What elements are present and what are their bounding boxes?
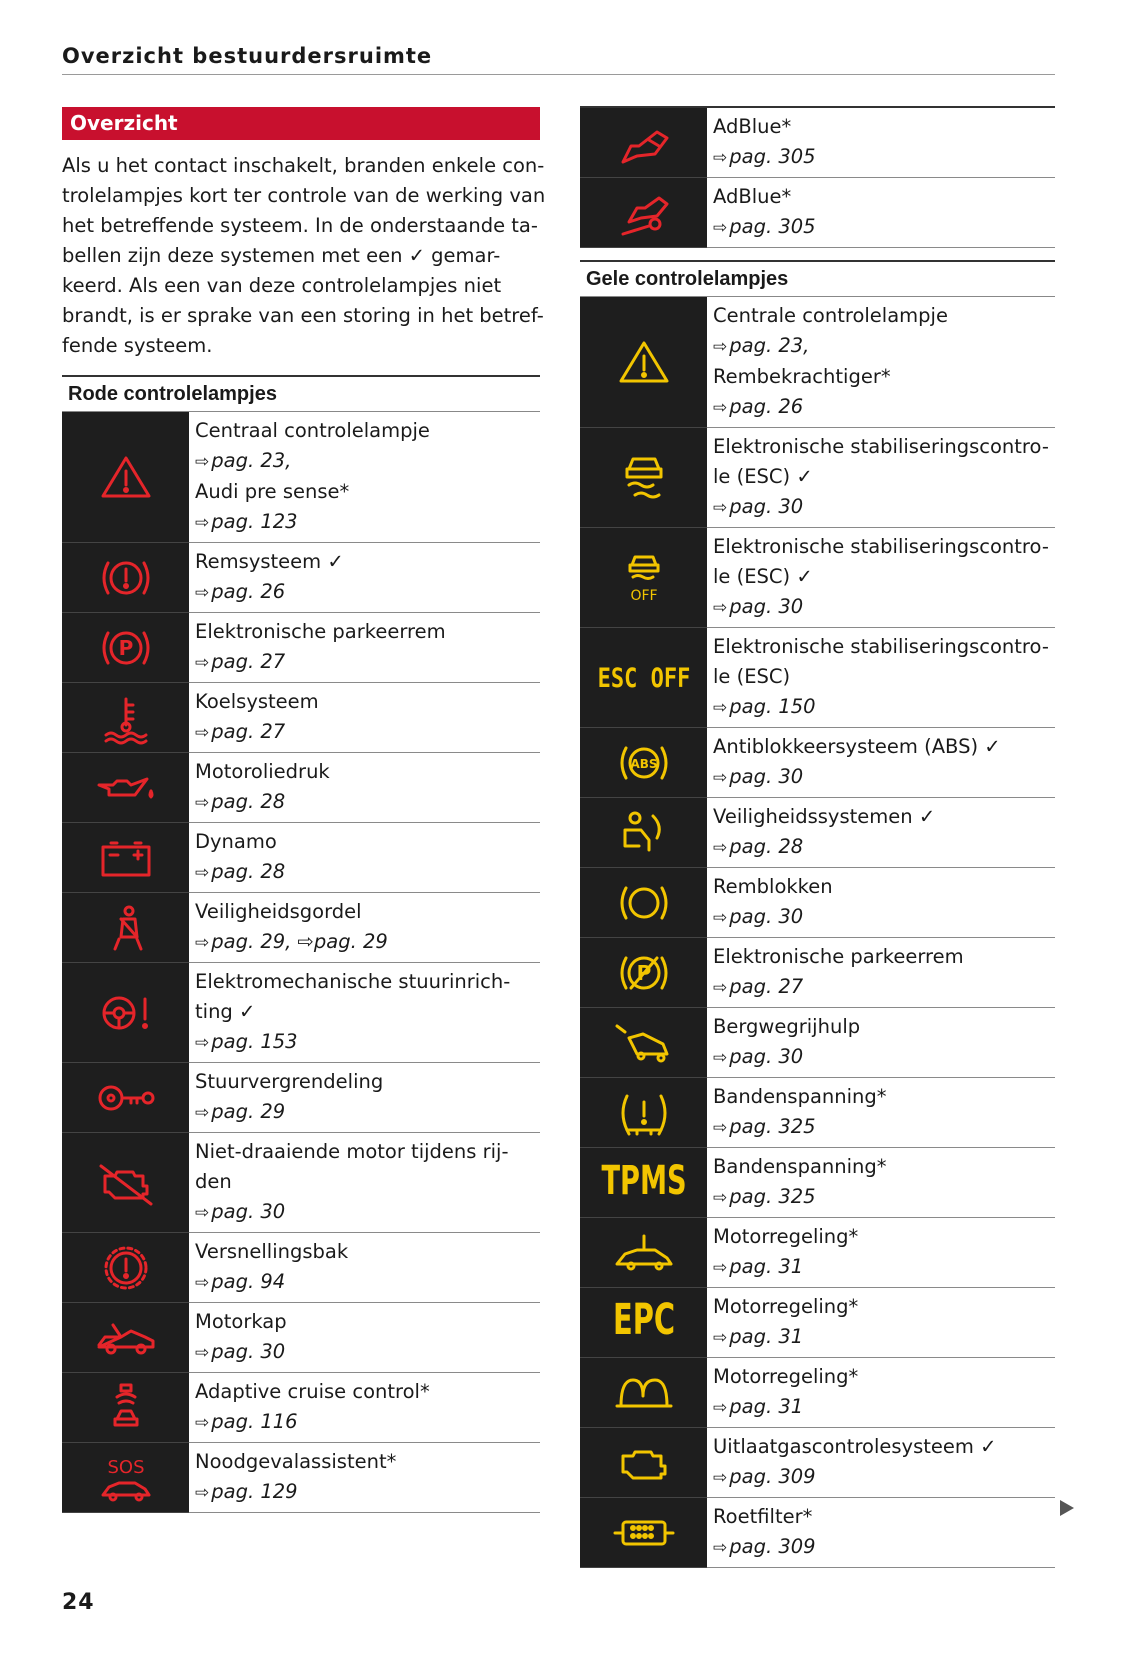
lamp-description xyxy=(189,1233,540,1303)
page-reference-link[interactable] xyxy=(713,1462,1049,1493)
lamp-label: Elektronische stabiliseringscontro- xyxy=(713,535,1049,558)
lamp-description xyxy=(707,938,1055,1008)
lamp-row xyxy=(62,1233,540,1303)
lamp-description xyxy=(189,1443,540,1513)
lamp-row xyxy=(62,893,540,963)
lamp-label: Koelsysteem xyxy=(195,690,319,713)
arrow-right-icon: ⇨ xyxy=(195,723,210,743)
page-reference-link[interactable] xyxy=(713,972,1049,1003)
page-reference-link[interactable] xyxy=(713,1532,1049,1563)
esc-off-icon xyxy=(580,551,707,605)
lamp-label: Veiligheidsgordel xyxy=(195,900,362,923)
page-reference-text: pag. 30 xyxy=(729,595,804,618)
lamp-icon-cell xyxy=(580,297,707,428)
lamp-icon-cell xyxy=(62,1443,189,1513)
lamp-description xyxy=(189,963,540,1063)
lamp-icon-cell xyxy=(62,823,189,893)
lamp-row xyxy=(580,1428,1055,1498)
lamp-label: Elektronische parkeerrem xyxy=(713,945,964,968)
lamp-description xyxy=(707,628,1055,728)
page-reference-text: pag. 305 xyxy=(729,215,816,238)
lamp-description xyxy=(189,823,540,893)
section-title: Overzicht xyxy=(62,107,540,140)
lamp-icon-cell xyxy=(580,1288,707,1358)
lamp-label: AdBlue* xyxy=(713,185,792,208)
page-reference-text: pag. 123 xyxy=(211,510,298,533)
lamp-row xyxy=(62,1303,540,1373)
arrow-right-icon: ⇨ xyxy=(713,1468,728,1488)
lamp-label: Centraal controlelampje xyxy=(195,419,430,442)
lamp-icon-cell xyxy=(580,528,707,628)
lamp-icon-cell xyxy=(580,938,707,1008)
oil-pressure-icon xyxy=(62,761,189,815)
lamp-row xyxy=(62,683,540,753)
lamp-icon-cell xyxy=(580,1078,707,1148)
lamp-description xyxy=(707,528,1055,628)
lamp-description xyxy=(707,1498,1055,1568)
tpms-text-icon xyxy=(580,1154,707,1212)
lamp-description xyxy=(189,753,540,823)
page-reference-text: pag. 23, xyxy=(211,449,292,472)
adaptive-cruise-icon xyxy=(62,1381,189,1435)
lamp-row xyxy=(580,1148,1055,1218)
lamp-label: Adaptive cruise control* xyxy=(195,1380,430,1403)
lamp-icon-cell xyxy=(580,428,707,528)
page-reference-text: pag. 31 xyxy=(729,1255,804,1278)
lamp-row xyxy=(62,613,540,683)
lamp-icon-cell xyxy=(580,1358,707,1428)
lamp-label: Noodgevalassistent* xyxy=(195,1450,397,1473)
page-reference-text: pag. 26 xyxy=(211,580,286,603)
page-reference-text: pag. 30 xyxy=(729,905,804,928)
lamp-row xyxy=(62,1133,540,1233)
lamp-description xyxy=(707,107,1055,178)
lamp-description xyxy=(189,543,540,613)
lamp-row xyxy=(62,753,540,823)
parking-brake-icon xyxy=(62,621,189,675)
page-reference-text: pag. 30 xyxy=(729,495,804,518)
lamp-icon-cell xyxy=(62,963,189,1063)
lamp-label: Uitlaatgascontrolesysteem ✓ xyxy=(713,1435,997,1458)
page-reference-link[interactable] xyxy=(713,1182,1049,1213)
page-reference-link[interactable] xyxy=(713,592,1049,623)
svg-text:ABS: ABS xyxy=(629,756,658,771)
lamp-label: le (ESC) ✓ xyxy=(713,565,813,588)
lamp-description xyxy=(189,1303,540,1373)
lamp-description xyxy=(707,1008,1055,1078)
airbag-icon xyxy=(580,806,707,860)
arrow-right-icon: ⇨ xyxy=(713,768,728,788)
lamp-label: Motorregeling* xyxy=(713,1225,859,1248)
arrow-right-icon: ⇨ xyxy=(195,1033,210,1053)
arrow-right-icon: ⇨ xyxy=(713,908,728,928)
lamp-row xyxy=(62,1443,540,1513)
lamp-description xyxy=(707,1288,1055,1358)
svg-text:P: P xyxy=(118,635,133,660)
brake-pads-icon xyxy=(580,876,707,930)
arrow-right-icon: ⇨ xyxy=(713,1188,728,1208)
arrow-right-icon: ⇨ xyxy=(195,793,210,813)
page-reference-link[interactable] xyxy=(195,1027,534,1058)
lamp-label: ting ✓ xyxy=(195,1000,256,1023)
parking-brake-fault-icon xyxy=(580,946,707,1000)
lamp-icon-cell xyxy=(580,1498,707,1568)
lamp-icon-cell xyxy=(62,893,189,963)
arrow-right-icon: ⇨ xyxy=(195,1413,210,1433)
arrow-right-icon: ⇨ xyxy=(713,398,728,418)
glow-plug-icon xyxy=(580,1366,707,1420)
page-reference-text: pag. 305 xyxy=(729,145,816,168)
lamp-description xyxy=(189,412,540,543)
page-reference-link[interactable] xyxy=(713,1042,1049,1073)
page-reference-link[interactable] xyxy=(713,331,1049,362)
steering-warning-icon xyxy=(62,986,189,1040)
page-reference-link[interactable] xyxy=(713,1252,1049,1283)
lamp-label: Bandenspanning* xyxy=(713,1155,887,1178)
lamp-description xyxy=(189,683,540,753)
page-number: 24 xyxy=(62,1590,95,1615)
lamp-label: Remsysteem ✓ xyxy=(195,550,344,573)
intro-line: keerd. Als een van deze controlelampjes niet xyxy=(62,274,502,297)
lamp-row xyxy=(580,297,1055,428)
arrow-right-icon: ⇨ xyxy=(195,653,210,673)
page-reference-link[interactable] xyxy=(195,857,534,888)
lamp-row xyxy=(580,1358,1055,1428)
page-reference-text: pag. 153 xyxy=(211,1030,298,1053)
page-reference-text: pag. 309 xyxy=(729,1535,816,1558)
lamp-row xyxy=(62,963,540,1063)
page-reference-text: pag. 26 xyxy=(729,395,804,418)
lamp-row xyxy=(580,938,1055,1008)
page-reference-text: pag. 28 xyxy=(211,860,286,883)
lamp-row xyxy=(580,1218,1055,1288)
page-reference-link[interactable] xyxy=(195,1477,534,1508)
lamp-label: Niet-draaiende motor tijdens rij- xyxy=(195,1140,509,1163)
page-reference-link[interactable] xyxy=(713,832,1049,863)
warning-triangle-icon xyxy=(580,335,707,389)
page-reference-link[interactable] xyxy=(195,577,534,608)
page-reference-text: pag. 325 xyxy=(729,1115,816,1138)
lamp-label: Stuurvergrendeling xyxy=(195,1070,384,1093)
lamp-description xyxy=(707,868,1055,938)
lamp-icon-cell xyxy=(62,613,189,683)
lamp-label: den xyxy=(195,1170,232,1193)
arrow-right-icon: ⇨ xyxy=(195,452,210,472)
page-reference-text: pag. 30 xyxy=(211,1200,286,1223)
seatbelt-icon xyxy=(62,901,189,955)
lamp-label: le (ESC) ✓ xyxy=(713,465,813,488)
lamp-icon-cell xyxy=(580,628,707,728)
arrow-right-icon: ⇨ xyxy=(713,1398,728,1418)
coolant-temperature-icon xyxy=(62,691,189,745)
page-reference-link[interactable] xyxy=(713,902,1049,933)
lamp-description xyxy=(707,1148,1055,1218)
page-reference-text: pag. 28 xyxy=(211,790,286,813)
lamp-label: Elektronische stabiliseringscontro- xyxy=(713,435,1049,458)
arrow-right-icon: ⇨ xyxy=(195,1273,210,1293)
steering-lock-icon xyxy=(62,1071,189,1125)
page-reference-text: pag. 116 xyxy=(211,1410,298,1433)
yellow-table-title: Gele controlelampjes xyxy=(580,260,1055,297)
page-reference-text: pag. 129 xyxy=(211,1480,298,1503)
warning-triangle-icon xyxy=(62,450,189,504)
lamp-description xyxy=(189,893,540,963)
lamp-icon-cell xyxy=(62,1063,189,1133)
page-header: Overzicht bestuurdersruimte xyxy=(62,44,1055,75)
arrow-right-icon: ⇨ xyxy=(713,337,728,357)
page-reference-link[interactable] xyxy=(713,1112,1049,1143)
lamp-icon-cell xyxy=(580,107,707,178)
hill-hold-icon xyxy=(580,1016,707,1070)
esc-off-text-icon xyxy=(580,651,707,705)
lamp-description xyxy=(189,1373,540,1443)
right-column xyxy=(580,106,1055,1568)
lamp-label: le (ESC) xyxy=(713,665,791,688)
lamp-icon-cell xyxy=(62,683,189,753)
lamp-row xyxy=(62,543,540,613)
continue-arrow-icon xyxy=(1060,1500,1074,1516)
arrow-right-icon: ⇨ xyxy=(713,838,728,858)
svg-text:ESC OFF: ESC OFF xyxy=(597,661,690,694)
lamp-row xyxy=(580,428,1055,528)
intro-paragraph xyxy=(62,151,546,361)
lamp-label: Motorregeling* xyxy=(713,1295,859,1318)
page-reference-link[interactable] xyxy=(713,692,1049,723)
page-reference-text: pag. 325 xyxy=(729,1185,816,1208)
lamp-label: Antiblokkeersysteem (ABS) ✓ xyxy=(713,735,1001,758)
arrow-right-icon: ⇨ xyxy=(713,1538,728,1558)
intro-line: het betreffende systeem. In de onderstaande ta- xyxy=(62,214,538,237)
lamp-label: Rembekrachtiger* xyxy=(713,365,891,388)
page-reference-link[interactable] xyxy=(195,1097,534,1128)
page-reference-link[interactable] xyxy=(713,1322,1049,1353)
lamp-row xyxy=(580,628,1055,728)
page-reference-text: pag. 309 xyxy=(729,1465,816,1488)
page-reference-link[interactable] xyxy=(713,212,1049,243)
lamp-label: Bandenspanning* xyxy=(713,1085,887,1108)
lamp-row xyxy=(580,1288,1055,1358)
page-reference-text: pag. 27 xyxy=(211,650,286,673)
arrow-right-icon: ⇨ xyxy=(195,933,210,953)
particulate-filter-icon xyxy=(580,1506,707,1560)
lamp-label: Motoroliedruk xyxy=(195,760,330,783)
lamp-row xyxy=(580,798,1055,868)
page-reference-text: pag. 31 xyxy=(729,1395,804,1418)
lamp-row xyxy=(62,1373,540,1443)
svg-text:EPC: EPC xyxy=(612,1293,675,1345)
transmission-icon xyxy=(62,1241,189,1295)
page-reference-link[interactable] xyxy=(195,446,534,477)
adblue-wrench-icon xyxy=(580,186,707,240)
lamp-icon-cell xyxy=(62,753,189,823)
lamp-label: Bergwegrijhulp xyxy=(713,1015,861,1038)
red-table-title: Rode controlelampjes xyxy=(62,375,540,412)
lamp-icon-cell xyxy=(62,1373,189,1443)
lamp-row xyxy=(580,1498,1055,1568)
page-reference-link[interactable] xyxy=(195,1197,534,1228)
lamp-description xyxy=(707,728,1055,798)
lamp-row xyxy=(580,107,1055,178)
lamp-description xyxy=(707,1428,1055,1498)
arrow-right-icon: ⇨ xyxy=(195,1103,210,1123)
brake-system-icon xyxy=(62,551,189,605)
lamp-label: Centrale controlelampje xyxy=(713,304,948,327)
lamp-icon-cell xyxy=(62,543,189,613)
lamp-description xyxy=(707,1358,1055,1428)
page-reference-text: pag. 28 xyxy=(729,835,804,858)
red-lamps-table xyxy=(62,412,540,1513)
page-reference-link[interactable] xyxy=(713,492,1049,523)
lamp-label: Veiligheidssystemen ✓ xyxy=(713,805,936,828)
page-reference-text: pag. 150 xyxy=(729,695,816,718)
yellow-lamps-table xyxy=(580,297,1055,1568)
lamp-icon-cell xyxy=(580,728,707,798)
lamp-row xyxy=(62,412,540,543)
lamp-icon-cell xyxy=(62,412,189,543)
page-reference-text: pag. 30 xyxy=(729,1045,804,1068)
tire-pressure-icon xyxy=(580,1086,707,1140)
lamp-label: Elektromechanische stuurinrich- xyxy=(195,970,511,993)
lamp-label: Roetfilter* xyxy=(713,1505,813,1528)
lamp-label: Motorregeling* xyxy=(713,1365,859,1388)
page-reference-text: pag. 29, ⇨pag. 29 xyxy=(211,930,388,953)
lamp-row xyxy=(62,823,540,893)
lamp-icon-cell xyxy=(580,1008,707,1078)
intro-line: brandt, is er sprake van een storing in het betref- xyxy=(62,304,544,327)
sos-car-icon xyxy=(62,1451,189,1505)
adblue-table xyxy=(580,106,1055,248)
check-engine-icon xyxy=(580,1436,707,1490)
lamp-icon-cell xyxy=(62,1233,189,1303)
page-reference-link[interactable] xyxy=(195,717,534,748)
lamp-icon-cell xyxy=(62,1303,189,1373)
lamp-icon-cell xyxy=(580,798,707,868)
intro-line: fende systeem. xyxy=(62,334,213,357)
lamp-row xyxy=(580,178,1055,248)
left-column xyxy=(62,107,546,1513)
page-reference-link[interactable] xyxy=(195,647,534,678)
page-reference-link[interactable] xyxy=(195,787,534,818)
arrow-right-icon: ⇨ xyxy=(195,1483,210,1503)
svg-text:SOS: SOS xyxy=(106,1456,145,1478)
svg-text:P: P xyxy=(636,960,651,985)
lamp-label: Motorkap xyxy=(195,1310,287,1333)
page-reference-link[interactable] xyxy=(713,762,1049,793)
page-reference-link[interactable] xyxy=(713,392,1049,423)
lamp-row xyxy=(580,868,1055,938)
arrow-right-icon: ⇨ xyxy=(713,698,728,718)
arrow-right-icon: ⇨ xyxy=(713,1328,728,1348)
page-reference-link[interactable] xyxy=(713,142,1049,173)
page-reference-link[interactable] xyxy=(195,1267,534,1298)
lamp-label: Dynamo xyxy=(195,830,277,853)
lamp-description xyxy=(707,428,1055,528)
hood-open-icon xyxy=(62,1311,189,1365)
arrow-right-icon: ⇨ xyxy=(195,863,210,883)
page-reference-link[interactable] xyxy=(713,1392,1049,1423)
page-reference-text: pag. 23, xyxy=(729,334,810,357)
arrow-right-icon: ⇨ xyxy=(713,1118,728,1138)
lamp-row xyxy=(62,1063,540,1133)
lamp-description xyxy=(707,798,1055,868)
lamp-description xyxy=(189,613,540,683)
lamp-row xyxy=(580,728,1055,798)
svg-text:OFF: OFF xyxy=(629,587,658,604)
lamp-row xyxy=(580,1078,1055,1148)
arrow-right-icon: ⇨ xyxy=(713,1048,728,1068)
adblue-icon xyxy=(580,116,707,170)
svg-text:TPMS: TPMS xyxy=(600,1157,687,1205)
arrow-right-icon: ⇨ xyxy=(713,218,728,238)
battery-icon xyxy=(62,831,189,885)
esc-icon xyxy=(580,451,707,505)
arrow-right-icon: ⇨ xyxy=(713,498,728,518)
arrow-right-icon: ⇨ xyxy=(713,148,728,168)
lamp-label: Versnellingsbak xyxy=(195,1240,349,1263)
arrow-right-icon: ⇨ xyxy=(195,1343,210,1363)
lamp-icon-cell xyxy=(580,1148,707,1218)
lamp-label: Elektronische parkeerrem xyxy=(195,620,446,643)
lamp-description xyxy=(707,297,1055,428)
engine-not-running-icon xyxy=(62,1156,189,1210)
intro-line: Als u het contact inschakelt, branden enkele con- xyxy=(62,154,545,177)
page-reference-link[interactable] xyxy=(195,1407,534,1438)
lamp-icon-cell xyxy=(580,178,707,248)
page-reference-text: pag. 31 xyxy=(729,1325,804,1348)
arrow-right-icon: ⇨ xyxy=(713,978,728,998)
lamp-icon-cell xyxy=(580,1218,707,1288)
page-reference-link[interactable] xyxy=(195,1337,534,1368)
abs-icon xyxy=(580,736,707,790)
arrow-right-icon: ⇨ xyxy=(713,598,728,618)
page-reference-text: pag. 29 xyxy=(211,1100,286,1123)
arrow-right-icon: ⇨ xyxy=(195,583,210,603)
lamp-label: Remblokken xyxy=(713,875,833,898)
lamp-description xyxy=(707,1218,1055,1288)
lamp-icon-cell xyxy=(62,1133,189,1233)
intro-line: bellen zijn deze systemen met een ✓ gemar- xyxy=(62,244,501,267)
page-reference-text: pag. 27 xyxy=(729,975,804,998)
lamp-description xyxy=(189,1133,540,1233)
page-reference-text: pag. 27 xyxy=(211,720,286,743)
lamp-label: Audi pre sense* xyxy=(195,480,350,503)
lamp-label: AdBlue* xyxy=(713,115,792,138)
lamp-description xyxy=(707,178,1055,248)
lamp-row xyxy=(580,1008,1055,1078)
page-reference-text: pag. 30 xyxy=(729,765,804,788)
arrow-right-icon: ⇨ xyxy=(713,1258,728,1278)
lamp-label: Elektronische stabiliseringscontro- xyxy=(713,635,1049,658)
intro-line: trolelampjes kort ter controle van de werking van xyxy=(62,184,546,207)
lamp-description xyxy=(707,1078,1055,1148)
page-reference-text: pag. 94 xyxy=(211,1270,286,1293)
page-reference-link[interactable] xyxy=(195,507,534,538)
lamp-icon-cell xyxy=(580,868,707,938)
engine-control-car-icon xyxy=(580,1226,707,1280)
lamp-icon-cell xyxy=(580,1428,707,1498)
page-reference-text: pag. 30 xyxy=(211,1340,286,1363)
lamp-description xyxy=(189,1063,540,1133)
lamp-row xyxy=(580,528,1055,628)
arrow-right-icon: ⇨ xyxy=(195,1203,210,1223)
arrow-right-icon: ⇨ xyxy=(195,513,210,533)
epc-text-icon xyxy=(580,1294,707,1352)
page-reference-link[interactable] xyxy=(195,927,534,958)
